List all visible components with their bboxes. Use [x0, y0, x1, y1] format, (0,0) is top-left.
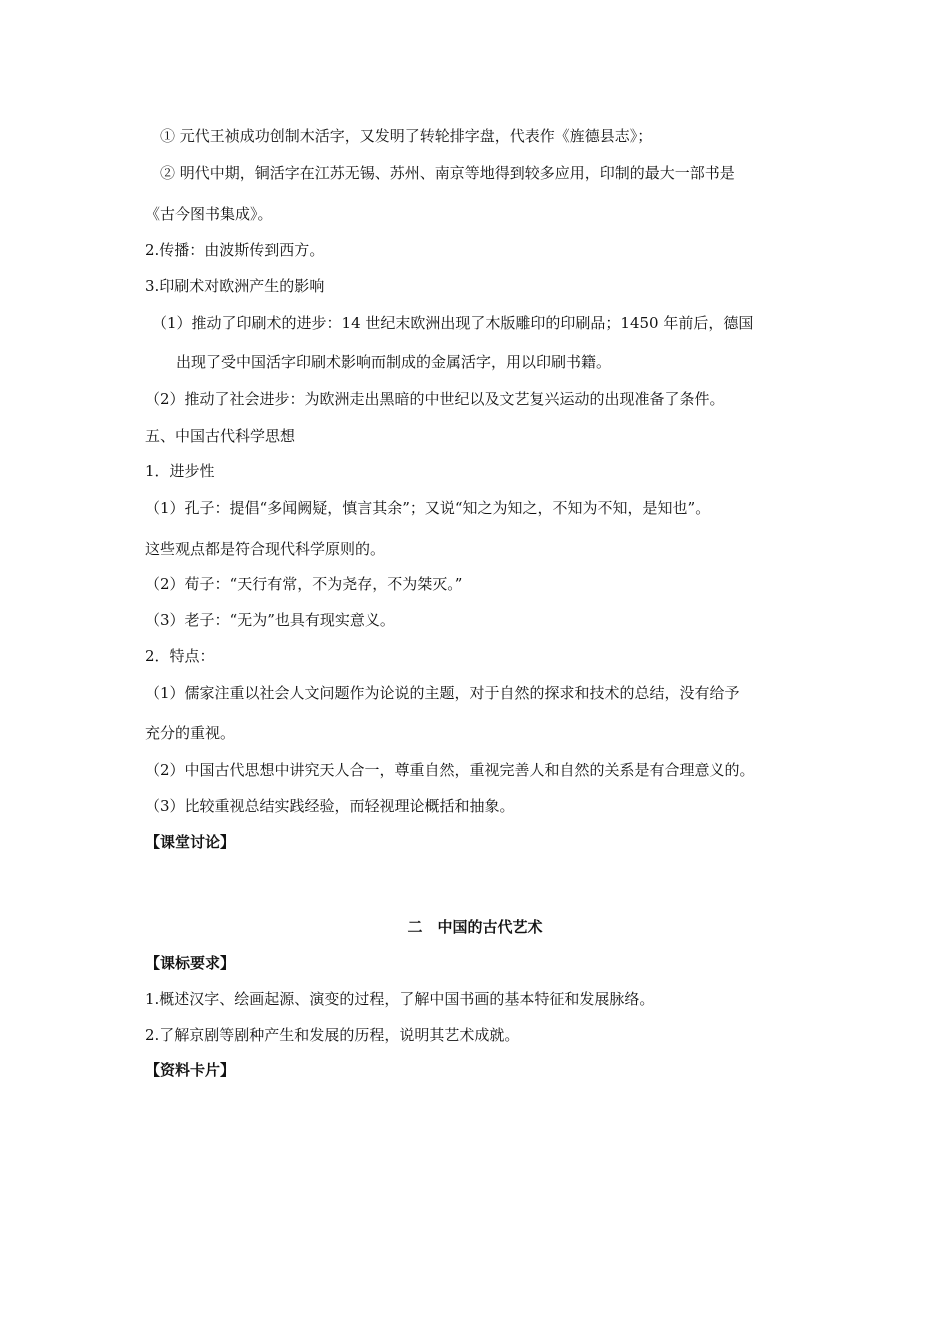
paragraph-printing-progress-cont: 出现了受中国活字印刷术影响而制成的金属活字，用以印刷书籍。 [176, 353, 612, 371]
heading-class-discussion: 【课堂讨论】 [145, 833, 236, 851]
paragraph-laozi: （3）老子：“无为”也具有现实意义。 [145, 611, 395, 629]
paragraph-requirement-1: 1.概述汉字、绘画起源、演变的过程，了解中国书画的基本特征和发展脉络。 [145, 990, 655, 1008]
paragraph-xunzi: （2）荀子：“天行有常，不为尧存，不为桀灭。” [145, 575, 463, 593]
subheading-characteristics: 2．特点： [145, 647, 215, 665]
paragraph-practical-experience: （3）比较重视总结实践经验，而轻视理论概括和抽象。 [145, 797, 515, 815]
paragraph-copper-type-cont: 《古今图书集成》。 [145, 205, 273, 223]
paragraph-copper-type: ② 明代中期，铜活字在江苏无锡、苏州、南京等地得到较多应用，印制的最大一部书是 [160, 164, 735, 182]
paragraph-requirement-2: 2.了解京剧等剧种产生和发展的历程，说明其艺术成就。 [145, 1026, 520, 1044]
paragraph-printing-progress: （1）推动了印刷术的进步：14 世纪末欧洲出现了木版雕印的印刷品；1450 年前后，德国 [152, 314, 754, 332]
chapter-title-ancient-art: 二 中国的古代艺术 [407, 918, 543, 936]
paragraph-spread: 2.传播：由波斯传到西方。 [145, 241, 325, 259]
paragraph-social-progress: （2）推动了社会进步：为欧洲走出黑暗的中世纪以及文艺复兴运动的出现准备了条件。 [145, 390, 725, 408]
heading-europe-impact: 3.印刷术对欧洲产生的影响 [145, 277, 325, 295]
paragraph-confucian-focus: （1）儒家注重以社会人文问题作为论说的主题，对于自然的探求和技术的总结，没有给予 [145, 684, 740, 702]
subheading-progressiveness: 1．进步性 [145, 462, 215, 480]
paragraph-wooden-type: ① 元代王祯成功创制木活字，又发明了转轮排字盘，代表作《旌德县志》； [160, 127, 653, 145]
heading-curriculum-requirements: 【课标要求】 [145, 954, 236, 972]
heading-info-card: 【资料卡片】 [145, 1061, 236, 1079]
section-heading-science-thought: 五、中国古代科学思想 [145, 427, 296, 445]
paragraph-harmony-nature: （2）中国古代思想中讲究天人合一，尊重自然，重视完善人和自然的关系是有合理意义的。 [145, 761, 755, 779]
paragraph-confucius-cont: 这些观点都是符合现代科学原则的。 [145, 540, 386, 558]
paragraph-confucian-focus-cont: 充分的重视。 [145, 724, 236, 742]
paragraph-confucius: （1）孔子：提倡“多闻阙疑，慎言其余”；又说“知之为知之，不知为不知，是知也”。 [145, 499, 711, 517]
